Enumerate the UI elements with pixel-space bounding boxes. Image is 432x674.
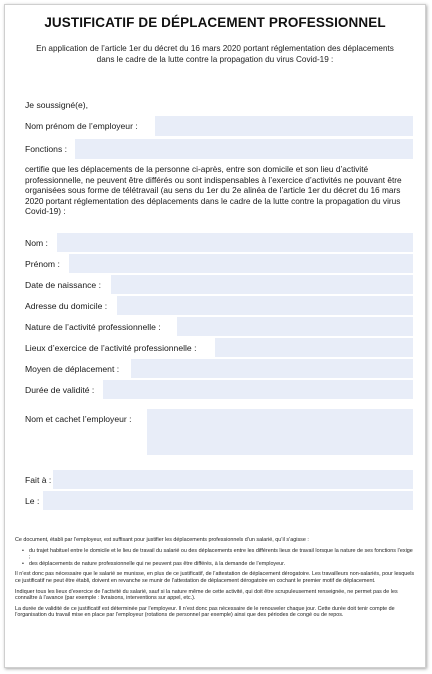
le-label: Le : [25, 496, 40, 506]
notes-paragraph: La durée de validité de ce justificatif est déterminée par l’employeur. Il n’est donc pas nécessaire de le renouveler chaque jour. Cette durée doit tenir compte de l’organisation du travail mise en place par l’employeur (rotations de personnel par exemple) ainsi que des périodes de congé ou de repos. [15, 605, 395, 619]
nature-field[interactable] [177, 317, 413, 336]
document-title: JUSTIFICATIF DE DÉPLACEMENT PROFESSIONNEL [44, 15, 386, 30]
soussigne-text: Je soussigné(e), [25, 100, 89, 110]
lieux-field[interactable] [215, 338, 413, 357]
functions-field[interactable] [75, 139, 413, 159]
notes-section [15, 537, 415, 623]
employer-name-field[interactable] [155, 116, 413, 136]
notes-bullet: • du trajet habituel entre le domicile et le lieu de travail du salarié ou des déplacements entre les différents lieux de travail lorsque la nature de ses fonctions l’exige ; [29, 548, 415, 561]
employer-name-label: Nom prénom de l’employeur : [25, 121, 138, 131]
lieux-label: Lieux d’exercice de l’activité professionnelle : [25, 343, 197, 353]
prenom-field[interactable] [69, 254, 413, 273]
cachet-label: Nom et cachet l’employeur : [25, 414, 132, 424]
naissance-field[interactable] [111, 275, 413, 294]
fait-field[interactable] [53, 470, 413, 489]
le-field[interactable] [43, 491, 413, 510]
cachet-field[interactable] [147, 409, 413, 455]
nature-label: Nature de l’activité professionnelle : [25, 322, 161, 332]
notes-list [15, 548, 415, 568]
certification-text: certifie que les déplacements de la personne ci-après, entre son domicile et son lieu d’activité professionnelle, ne peuvent être différés ou sont indispensables à l’exercice d’activités ne pouvant être organisées sous forme de télétravail (au sens du 1er du 2e alinéa de l’article 1er du décret du 16 mars 2020 portant réglementation des déplacements dans le cadre de la lutte contre la propagation du virus Covid-19) : [25, 164, 402, 217]
naissance-label: Date de naissance : [25, 280, 101, 290]
notes-intro: Ce document, établi par l’employeur, est suffisant pour justifier les déplacements professionnels d’un salarié, qu’il s’agisse : [15, 537, 309, 543]
moyen-label: Moyen de déplacement : [25, 364, 120, 374]
adresse-label: Adresse du domicile : [25, 301, 108, 311]
functions-label: Fonctions : [25, 144, 68, 154]
nom-field[interactable] [57, 233, 413, 252]
adresse-field[interactable] [117, 296, 413, 315]
notes-paragraph: Il n’est donc pas nécessaire que le salarié se munisse, en plus de ce justificatif, de l’attestation de déplacement dérogatoire. Les travailleurs non-salariés, pour lesquels ce justificatif ne peut être établi, doivent en revanche se munir de l’attestation de déplacement dérogatoire en cochant le premier motif de déplacement. [15, 571, 415, 584]
duree-field[interactable] [103, 380, 413, 399]
document-page [4, 4, 426, 668]
document-subtitle: En application de l’article 1er du décret du 16 mars 2020 portant réglementation des déplacements dans le cadre de la lutte contre la propagation du virus Covid-19 : [36, 44, 394, 64]
notes-paragraph: Indiquer tous les lieux d’exercice de l’activité du salarié, sauf si la nature même de cette activité, qui doit être scrupuleusement renseignée, ne permet pas de les connaître à l’avance (par exemple : livraisons, interventions sur appel, etc.). [15, 588, 398, 602]
fait-label: Fait à : [25, 475, 52, 485]
moyen-field[interactable] [131, 359, 413, 378]
duree-label: Durée de validité : [25, 385, 95, 395]
prenom-label: Prénom : [25, 259, 60, 269]
notes-bullet: • des déplacements de nature professionnelle qui ne peuvent pas être différés, à la demande de l’employeur. [29, 561, 415, 568]
nom-label: Nom : [25, 238, 48, 248]
